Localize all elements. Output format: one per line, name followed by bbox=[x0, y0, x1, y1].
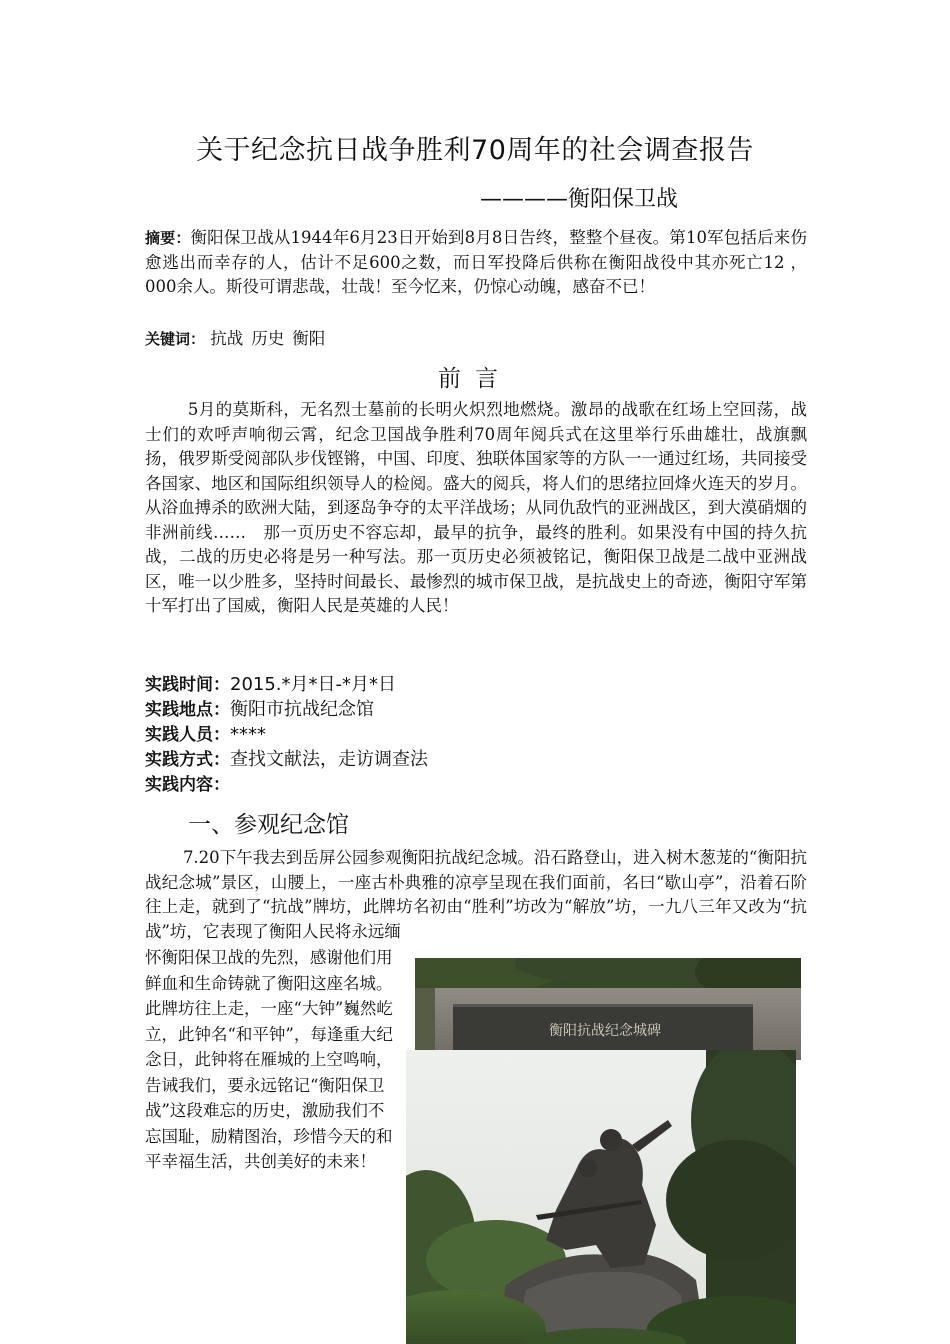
practice-place-label: 实践地点： bbox=[145, 700, 230, 720]
preface-paragraph: 5月的莫斯科，无名烈士墓前的长明火炽烈地燃烧。激昂的战歌在红场上空回荡，战士们的欢呼声响彻云霄，纪念卫国战争胜利70周年阅兵式在这里举行乐曲雄壮，战旗飘扬，俄罗斯受阅部队步伐铿锵，中国、印度、独联体国家等的方队一一通过红场，共同接受各国家、地区和国际组织领导人的检阅。盛大的阅兵，将人们的思绪拉回烽火连天的岁月。从浴血搏杀的欧洲大陆，到逐岛争夺的太平洋战场；从同仇敌忾的亚洲战区，到大漠硝烟的非洲前线…… 那一页历史不容忘却，最早的抗争，最终的胜利。如果没有中国的持久抗战，二战的历史必将是另一种写法。那一页历史必须被铭记，衡阳保卫战是二战中亚洲战区，唯一以少胜多，坚持时间最长、最惨烈的城市保卫战，是抗战史上的奇迹，衡阳守军第十军打出了国威，衡阳人民是英雄的人民！ bbox=[145, 400, 807, 615]
keyword-item: 衡阳 bbox=[292, 329, 326, 348]
abstract-label: 摘要： bbox=[145, 229, 191, 247]
practice-content-label: 实践内容： bbox=[145, 775, 230, 795]
keyword-item: 抗战 bbox=[210, 329, 244, 348]
practice-place-value: 衡阳市抗战纪念馆 bbox=[230, 699, 374, 720]
section-wrap-paragraph: 怀衡阳保卫战的先烈，感谢他们用鲜血和生命铸就了衡阳这座名城。此牌坊往上走，一座“大钟”巍然屹立，此钟名“和平钟”，每逢重大纪念日，此钟将在雁城的上空鸣响，告诫我们，要永远铭记“衡阳保卫战”这段难忘的历史，激励我们不忘国耻，励精图治，珍惜今天的和平幸福生活，共创美好的未来！ bbox=[145, 948, 393, 1171]
report-title: 关于纪念抗日战争胜利70周年的社会调查报告 bbox=[196, 135, 754, 166]
memorial-stone-photo bbox=[415, 958, 801, 1060]
preface-heading: 前言 bbox=[438, 366, 512, 392]
section-heading: 一、参观纪念馆 bbox=[188, 812, 349, 838]
practice-method-label: 实践方式： bbox=[145, 750, 230, 770]
practice-info bbox=[145, 672, 428, 797]
section-intro-paragraph: 7.20下午我去到岳屏公园参观衡阳抗战纪念城。沿石路登山，进入树木葱茏的“衡阳抗战纪念城”景区，山腰上，一座古朴典雅的凉亭呈现在我们面前，名曰“歇山亭”，沿着石阶往上走，就到了“抗战”牌坊，此牌坊名初由“胜利”坊改为“解放”坊，一九八三年又改为“抗战”坊，它表现了衡阳人民将永远缅 bbox=[145, 848, 807, 941]
practice-method-value: 查找文献法，走访调查法 bbox=[230, 749, 428, 770]
keywords-line bbox=[145, 325, 333, 349]
keywords-label: 关键词： bbox=[145, 330, 206, 348]
soldier-statue-photo bbox=[406, 1050, 796, 1344]
practice-time-row bbox=[145, 672, 428, 697]
practice-people-value: **** bbox=[230, 724, 266, 745]
practice-content-row bbox=[145, 772, 428, 797]
practice-time-label: 实践时间： bbox=[145, 675, 230, 695]
report-subtitle: ————衡阳保卫战 bbox=[480, 187, 679, 212]
practice-place-row bbox=[145, 697, 428, 722]
practice-time-value: 2015.*月*日-*月*日 bbox=[230, 674, 397, 695]
practice-method-row bbox=[145, 747, 428, 772]
memorial-inscription: 衡阳抗战纪念城碑 bbox=[549, 1023, 661, 1039]
abstract-paragraph bbox=[145, 226, 807, 300]
practice-people-label: 实践人员： bbox=[145, 725, 230, 745]
practice-people-row bbox=[145, 722, 428, 747]
abstract-text: 衡阳保卫战从1944年6月23日开始到8月8日告终，整整个昼夜。第10军包括后来伤愈逃出而幸存的人，估计不足600之数，而日军投降后供称在衡阳战役中其亦死亡12 ， 000余人。斯役可谓悲哉，壮哉！至今忆来，仍惊心动魄，感奋不已！ bbox=[145, 228, 807, 296]
keyword-item: 历史 bbox=[251, 329, 285, 348]
